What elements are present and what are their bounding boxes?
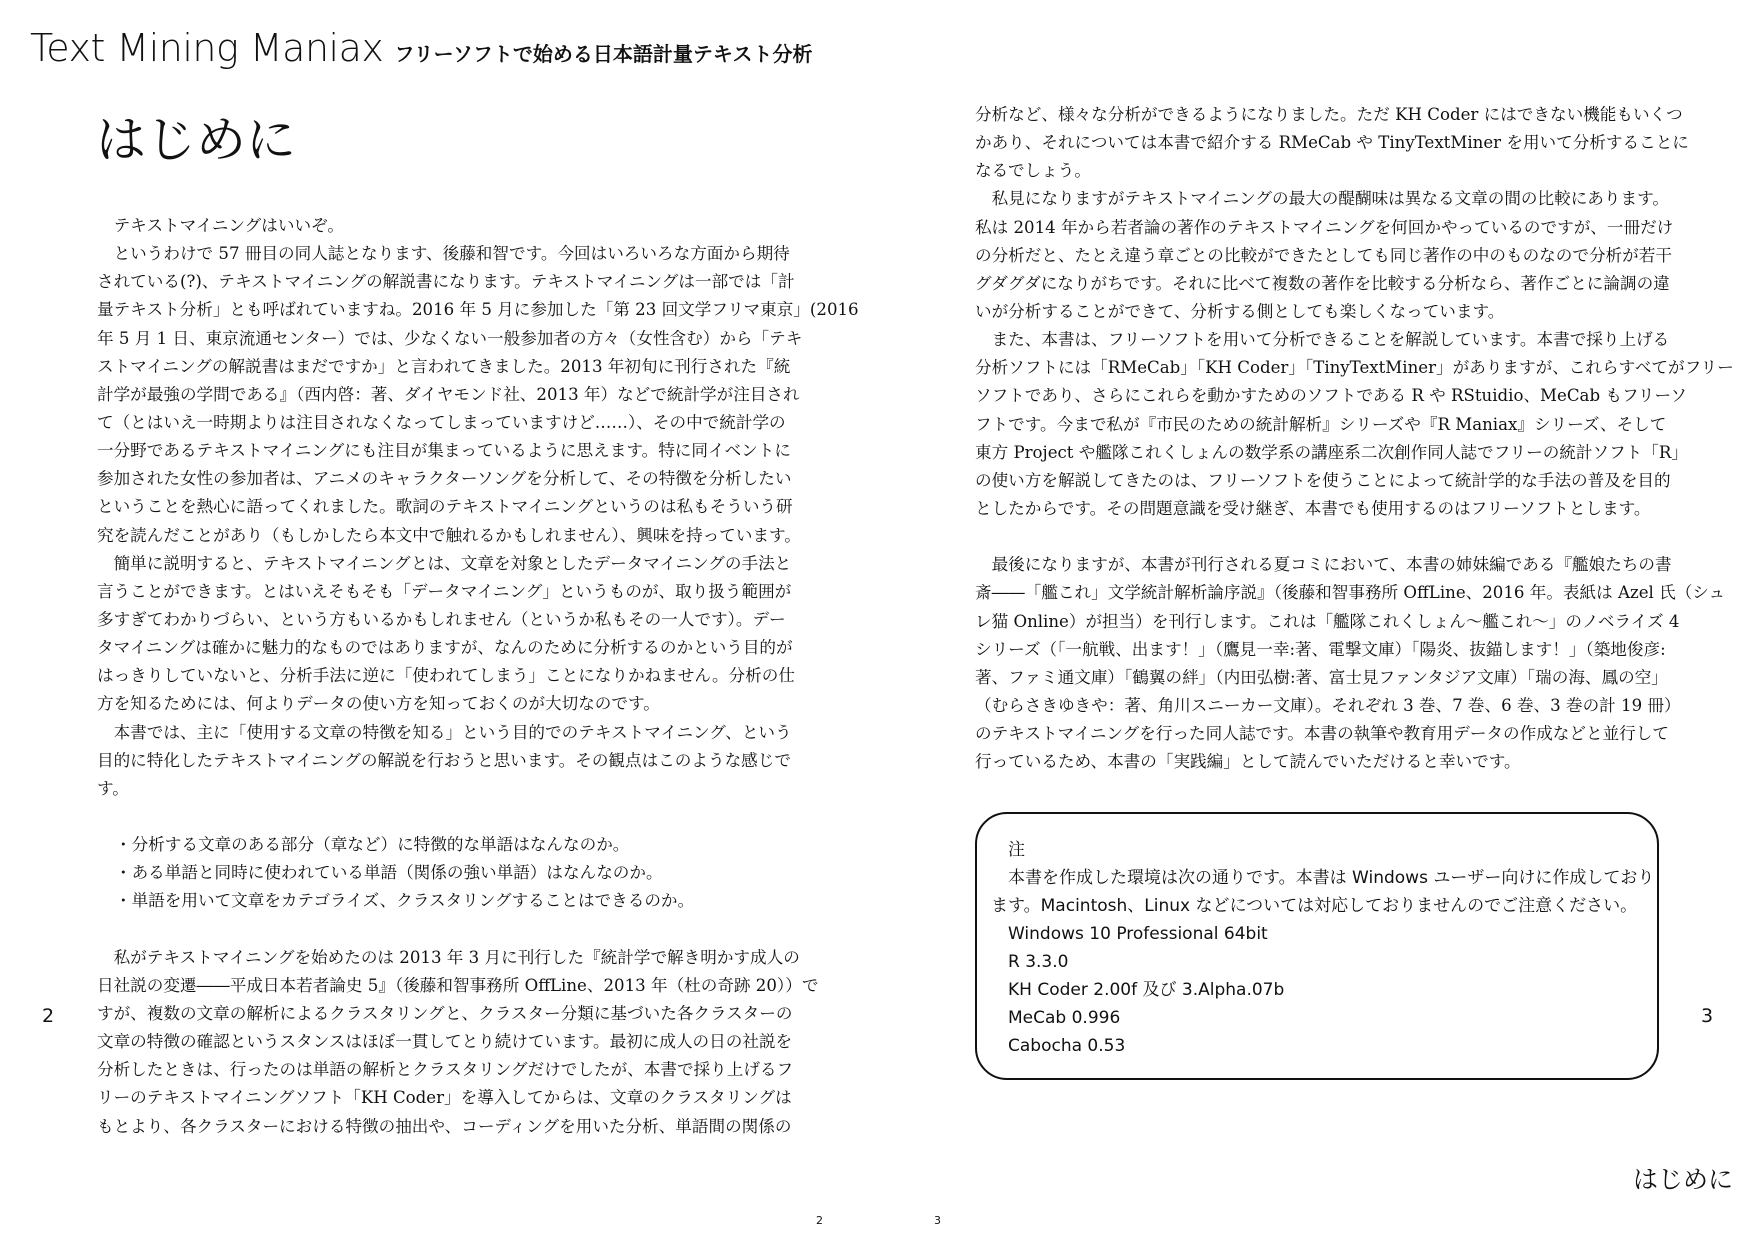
chapter-heading: はじめに	[96, 111, 296, 169]
environment-item: R 3.3.0	[1008, 952, 1069, 972]
bullet-item: ・分析する文章のある部分（章など）に特徴的な単語はなんなのか。	[115, 835, 630, 855]
paragraph-line: タマイニングは確かに魅力的なものではありますが、なんのために分析するのかという目的が	[97, 638, 793, 658]
note-line: 本書を作成した環境は次の通りです。本書は Windows ユーザー向けに作成しており	[991, 868, 1655, 888]
paragraph-line: 行っているため、本書の「実践編」として読んでいただけると幸いです。	[975, 752, 1521, 772]
paragraph-line: ということを熱心に語ってくれました。歌詞のテキストマイニングというのは私もそういう研	[97, 497, 793, 517]
paragraph-line: はっきりしていないと、分析手法に逆に「使われてしまう」ことになりかねません。分析の仕	[97, 666, 795, 686]
paragraph-line: のテキストマイニングを行った同人誌です。本書の執筆や教育用データの作成などと並行して	[975, 724, 1669, 744]
paragraph-line: 究を読んだことがあり（もしかしたら本文中で触れるかもしれません）、興味を持っています。	[97, 525, 801, 545]
spread-number-left: 2	[816, 1214, 823, 1227]
note-label: 注	[1008, 840, 1025, 860]
paragraph-line: なるでしょう。	[975, 161, 1091, 181]
paragraph-line: また、本書は、フリーソフトを用いて分析できることを解説しています。本書で採り上げる	[975, 330, 1670, 350]
note-box	[975, 812, 1659, 1080]
paragraph-line: 方を知るためには、何よりデータの使い方を知っておくのが大切なのです。	[97, 694, 660, 714]
paragraph-line: 分析など、様々な分析ができるようになりました。ただ KH Coder にはできない機能もいくつ	[975, 105, 1683, 124]
paragraph-line: 私がテキストマイニングを始めたのは 2013 年 3 月に刊行した『統計学で解き明かす成人の	[97, 947, 800, 967]
paragraph-line: 東方 Project や艦隊これくしょんの数学系の講座系二次創作同人誌でフリーの統計ソフト「R」	[975, 442, 1688, 462]
paragraph-line: シリーズ（「一航戦、出ます！」（鷹見一幸:著、電撃文庫）「陽炎、抜錨します！」（築地俊彦:	[975, 639, 1666, 659]
paragraph-line: 著、ファミ通文庫）「鶴翼の絆」（内田弘樹:著、富士見ファンタジア文庫）「瑞の海、鳳の空」	[975, 667, 1668, 687]
paragraph-line: 計学が最強の学問である』（西内啓：著、ダイヤモンド社、2013 年）などで統計学が注目され	[97, 384, 800, 404]
note-line: ます。Macintosh、Linux などについては対応しておりませんのでご注意ください。	[991, 896, 1638, 916]
paragraph-line: す。	[97, 778, 129, 798]
paragraph-line: 本書では、主に「使用する文章の特徴を知る」という目的でのテキストマイニング、という	[97, 722, 792, 742]
paragraph-line: としたからです。その問題意識を受け継ぎ、本書でも使用するのはフリーソフトとします。	[975, 498, 1651, 518]
paragraph-line: 参加された女性の参加者は、アニメのキャラクターソングを分析して、その特徴を分析したい	[97, 469, 792, 489]
paragraph-line: の使い方を解説してきたのは、フリーソフトを使うことによって統計学的な手法の普及を目的	[975, 470, 1671, 490]
blank-line	[975, 523, 1659, 551]
paragraph-line: 量テキスト分析」とも呼ばれていますね。2016 年 5 月に参加した「第 23 回文学フリマ東京」(2016	[97, 300, 859, 320]
paragraph-line: （むらさきゆきや：著、角川スニーカー文庫）。それぞれ 3 巻、7 巻、6 巻、3 巻の計 19 冊）	[975, 695, 1681, 715]
paragraph-line: かあり、それについては本書で紹介する RMeCab や TinyTextMiner を用いて分析することに	[975, 133, 1689, 153]
paragraph-line: 最後になりますが、本書が刊行される夏コミにおいて、本書の姉妹編である『艦娘たちの書	[975, 555, 1672, 575]
paragraph-line: 目的に特化したテキストマイニングの解説を行おうと思います。その観点はこのような感じで	[97, 750, 791, 770]
blank-line	[97, 916, 781, 944]
bullet-item: ・単語を用いて文章をカテゴライズ、クラスタリングすることはできるのか。	[115, 891, 695, 911]
environment-item: Cabocha 0.53	[1008, 1036, 1126, 1056]
bullet-item: ・ある単語と同時に使われている単語（関係の強い単語）はなんなのか。	[115, 863, 663, 883]
paragraph-line: フトです。今まで私が『市民のための統計解析』シリーズや『R Maniax』シリーズ、そして	[975, 414, 1667, 434]
paragraph-line: の分析だと、たとえ違う章ごとの比較ができたとしても同じ著作の中のものなので分析が若干	[975, 245, 1672, 265]
paragraph-line: というわけで 57 冊目の同人誌となります、後藤和智です。今回はいろいろな方面から期待	[97, 244, 790, 264]
paragraph-line: 日社説の変遷――平成日本若者論史 5』（後藤和智事務所 OffLine、2013 年（杜の奇跡 20））で	[97, 975, 819, 995]
footer-chapter-title: はじめに	[1633, 1165, 1734, 1194]
paragraph-line: 一分野であるテキストマイニングにも注目が集まっているように思えます。特に同イベントに	[97, 441, 791, 461]
paragraph-line: 文章の特徴の確認というスタンスはほぼ一貫してとり続けています。最初に成人の日の社説を	[97, 1032, 793, 1052]
paragraph-line: すが、複数の文章の解析によるクラスタリングと、クラスター分類に基づいた各クラスターの	[97, 1003, 793, 1023]
paragraph-line: 私は 2014 年から若者論の著作のテキストマイニングを何回かやっているのですが、一冊だけ	[975, 217, 1674, 237]
paragraph-line: ストマイニングの解説書はまだですか」と言われてきました。2013 年初旬に刊行された『統	[97, 356, 791, 376]
environment-item: MeCab 0.996	[1008, 1008, 1121, 1028]
paragraph-line: いが分析することができて、分析する側としても楽しくなっています。	[975, 301, 1505, 321]
paragraph-line: 分析したときは、行ったのは単語の解析とクラスタリングだけでしたが、本書で採り上げるフ	[97, 1060, 794, 1080]
paragraph-line: 言うことができます。とはいえそもそも「データマイニング」というものが、取り扱う範囲が	[97, 581, 792, 601]
environment-item: Windows 10 Professional 64bit	[1008, 924, 1268, 944]
paragraph-line: 斎――「艦これ」文学統計解析論序説』（後藤和智事務所 OffLine、2016 年。表紙は Azel 氏（シュ	[975, 583, 1726, 603]
left-page-body	[97, 212, 859, 1141]
paragraph-line: もとより、各クラスターにおける特徴の抽出や、コーディングを用いた分析、単語間の関係の	[97, 1116, 792, 1136]
paragraph-line: 簡単に説明すると、テキストマイニングとは、文章を対象としたデータマイニングの手法と	[97, 553, 792, 573]
book-title: Text Mining Maniax	[30, 26, 384, 70]
blank-line	[97, 803, 781, 831]
paragraph-line: リーのテキストマイニングソフト「KH Coder」を導入してからは、文章のクラスタリングは	[97, 1088, 792, 1108]
paragraph-line: されている(?)、テキストマイニングの解説書になります。テキストマイニングは一部では「計	[97, 272, 795, 292]
environment-item: KH Coder 2.00f 及び 3.Alpha.07b	[1008, 980, 1285, 1000]
right-page-body	[975, 101, 1734, 776]
paragraph-line: ソフトであり、さらにこれらを動かすためのソフトである R や RStuidio、MeCab もフリーソ	[975, 386, 1687, 406]
paragraph-line: て（とはいえ一時期よりは注目されなくなってしまっていますけど……）、その中で統計学の	[97, 412, 786, 432]
paragraph-line: 分析ソフトには「RMeCab」「KH Coder」「TinyTextMiner」がありますが、これらすべてがフリー	[975, 358, 1734, 378]
paragraph-line: 多すぎてわかりづらい、という方もいるかもしれません（というか私もその一人です）。デー	[97, 609, 786, 629]
spread-number-right: 3	[934, 1214, 941, 1227]
paragraph-line: グダグダになりがちです。それに比べて複数の著作を比較する分析なら、著作ごとに論調の違	[975, 273, 1670, 293]
book-subtitle: フリーソフトで始める日本語計量テキスト分析	[394, 42, 813, 66]
paragraph-line: 年 5 月 1 日、東京流通センター）では、少なくない一般参加者の方々（女性含む）から「テキ	[97, 328, 803, 348]
page-number-left: 2	[42, 1005, 55, 1027]
note-body	[991, 836, 1655, 1060]
page-number-right: 3	[1701, 1005, 1714, 1027]
running-header	[30, 26, 812, 70]
paragraph-line: レ猫 Online）が担当）を刊行します。これは「艦隊これくしょん～艦これ～」のノベライズ 4	[975, 611, 1680, 631]
paragraph-line: テキストマイニングはいいぞ。	[97, 216, 344, 235]
paragraph-line: 私見になりますがテキストマイニングの最大の醍醐味は異なる文章の間の比較にあります。	[975, 189, 1669, 209]
